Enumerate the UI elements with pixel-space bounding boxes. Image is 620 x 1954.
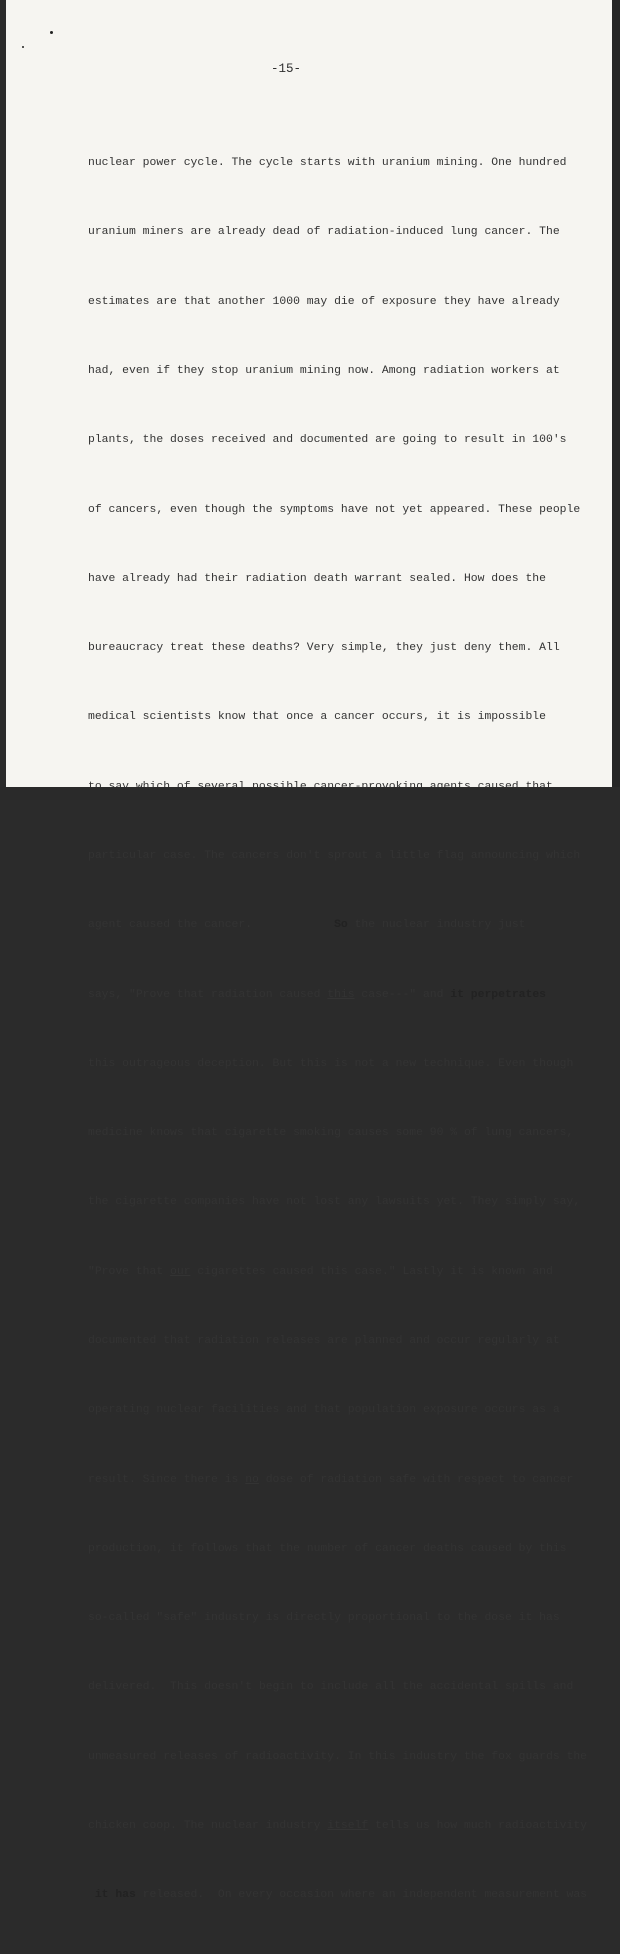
ink-speck (22, 46, 24, 48)
underlined-word: our (170, 1265, 191, 1278)
scan-border-bottom (0, 787, 620, 800)
text-line: estimates are that another 1000 may die of exposure they have already (88, 295, 560, 308)
document-page (6, 0, 612, 1902)
bold-phrase: it has (94, 1889, 136, 1902)
text-line: operating nuclear facilities and that population exposure occurs as a (88, 1404, 560, 1417)
text-line: uranium miners are already dead of radiation-induced lung cancer. The (88, 226, 560, 239)
text-line: plants, the doses received and documented are going to result in 100's (88, 434, 567, 447)
text-line: nuclear power cycle. The cycle starts with uranium mining. One hundred (88, 157, 567, 170)
page-number: -15- (270, 62, 301, 76)
ink-speck (50, 31, 53, 34)
underlined-word: itself (327, 1819, 369, 1832)
text-line: particular case. The cancers don't sprout a little flag announcing which (88, 850, 581, 862)
body-text (88, 106, 588, 1954)
underlined-word: this (327, 988, 355, 1001)
text-line: have already had their radiation death warrant sealed. How does the (88, 572, 546, 585)
text-line: bureaucracy treat these deaths? Very simple, they just deny them. All (88, 642, 560, 655)
text-line: documented that radiation releases are planned and occur regularly at (88, 1334, 560, 1347)
text-line: this outrageous deception. But this is not a new technique. Even though (88, 1057, 574, 1070)
text-line: says, "Prove that radiation caused this case---" and it perpetrates (88, 988, 546, 1001)
text-line: chicken coop. The nuclear industry itself tells us how much radioactivity (88, 1819, 588, 1832)
text-line: "Prove that our cigarettes caused this case." Lastly it is known and (88, 1265, 553, 1278)
text-line: had, even if they stop uranium mining now. Among radiation workers at (88, 365, 560, 378)
text-line: medical scientists know that once a cancer occurs, it is impossible (88, 711, 546, 724)
scan-border-right (612, 0, 620, 800)
text-line: medicine knows that cigarette smoking causes some 90 % of lung cancers, (88, 1127, 574, 1140)
text-line: so-called "safe" industry is directly proportional to the dose it has (88, 1612, 560, 1625)
text-line: result. Since there is no dose of radiation safe with respect to cancer (88, 1473, 574, 1486)
text-line: the cigarette companies have not lost any lawsuits yet. They simply say, (88, 1196, 581, 1209)
underlined-word: no (245, 1473, 259, 1486)
bold-phrase: it perpetrates (450, 988, 546, 1001)
text-line: unmeasured releases of radioactivity. In this industry the fox guards the (88, 1750, 587, 1763)
bold-word: So (334, 919, 348, 932)
text-line: delivered. This doesn't begin to include all the accidental spills and (88, 1681, 574, 1694)
text-line: it has released. On every occasion where an independent measurement was (94, 1889, 588, 1902)
text-line: production, it follows that the number of cancer deaths caused by this (88, 1542, 567, 1555)
text-line: of cancers, even though the symptoms have not yet appeared. These people (88, 503, 581, 516)
text-line: agent caused the cancer. So the nuclear industry just (88, 919, 526, 932)
